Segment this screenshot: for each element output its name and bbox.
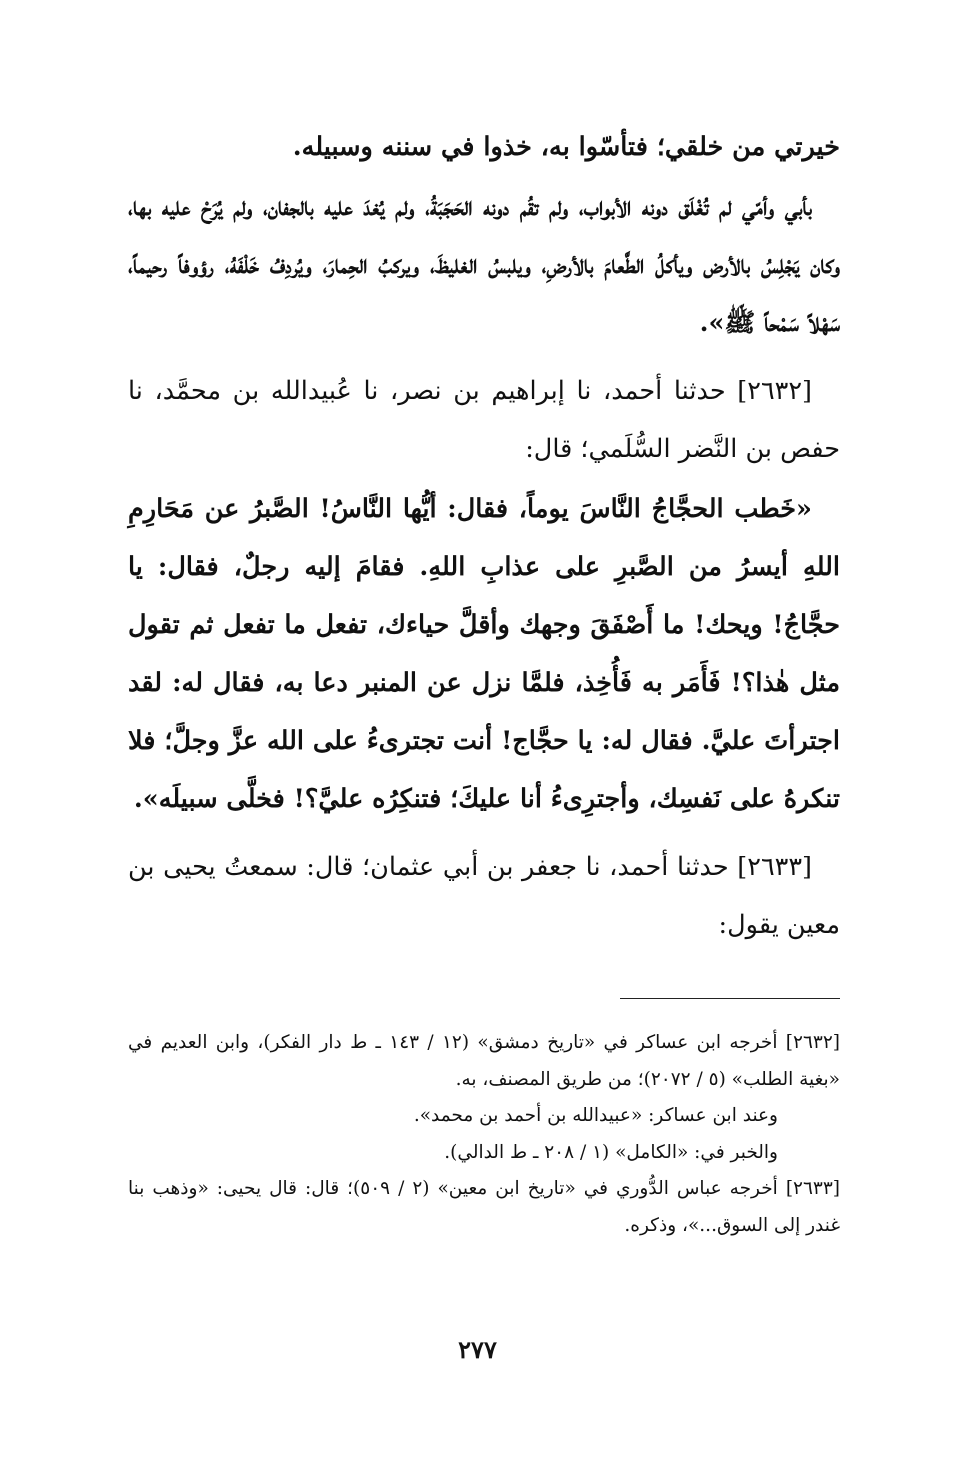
paragraph-continuation: خيرتي من خلقي؛ فتأسّوا به، خذوا في سننه وسبيله. xyxy=(292,132,840,162)
footnote-separator xyxy=(620,998,840,999)
paragraph-hajjaj-story: «خَطب الحجَّاجُ النَّاسَ يوماً، فقال: أيُّها النَّاسُ! الصَّبرُ عن مَحَارِمِ اللهِ أيسرُ من الصَّبرِ على عذابِ اللهِ. فقامَ إليه رجلٌ، فقال: يا حجَّاجُ! ويحك! ما أَصْفَقَ وجهك وأقلَّ حياءك، تفعل ما تفعل ثم تقول مثل هٰذا؟! فَأَمَر به فَأُخِذ، فلمَّا نزل عن المنبر دعا به، فقال له: لقد اجترأتَ عليَّ. فقال له: يا حجَّاج! أنت تجترىءُ على الله عزَّ وجلَّ؛ فلا تنكرهُ على نَفسِك، وأجترِىءُ أنا عليكَ؛ فتنكِرُه عليَّ؟! فخلَّى سبيلَه». xyxy=(128,494,840,814)
paragraph-isnad-2633: [٢٦٣٣] حدثنا أحمد، نا جعفر بن أبي عثمان؛ قال: سمعتُ يحيى بن معين يقول: xyxy=(128,852,840,940)
footnotes xyxy=(128,1025,840,1244)
paragraph-prophet-description: بأبي وأمّي لم تُغْلَق دونه الأبواب، ولم تقُم دونه الحَجَبَةُ، ولم يُغدَ عليه بالجفان، ولم يُرَحْ عليه بها، وكان يَجْلِسُ بالأرض ويأكلُ الطَّعامَ بالأرضِ، ويلبسُ الغليظَ، ويركبُ الحِمارَ، ويُردِفُ خَلْفَهُ، رؤوفاً رحيماً، سَهْلاً سَمْحاً ﷺ». xyxy=(128,192,840,338)
footnote-2633: [٢٦٣٣] أخرجه عباس الدُّوري في «تاريخ ابن معين» (٢ / ٥٠٩)؛ قال: قال يحيى: «وذهب بنا غندر إلى السوق...»، وذكره. xyxy=(128,1178,841,1236)
footnote-2632-source: والخبر في: «الكامل» (١ / ٢٠٨ ـ ط الدالي). xyxy=(444,1141,778,1163)
page-number: ٢٧٧ xyxy=(458,1335,497,1364)
footnote-2632: [٢٦٣٢] أخرجه ابن عساكر في «تاريخ دمشق» (١٢ / ١٤٣ ـ ط دار الفكر)، وابن العديم في «بغية الطلب» (٥ / ٢٠٧٢)؛ من طريق المصنف، به. xyxy=(128,1032,840,1090)
footnote-2632-note: وعند ابن عساكر: «عبيدالله بن أحمد بن محمد». xyxy=(413,1105,778,1126)
main-text xyxy=(128,118,840,954)
paragraph-isnad-2632: [٢٦٣٢] حدثنا أحمد، نا إبراهيم بن نصر، نا عُبيدالله بن محمَّد، نا حفص بن النَّضر السُّلَمي؛ قال: xyxy=(128,376,840,464)
